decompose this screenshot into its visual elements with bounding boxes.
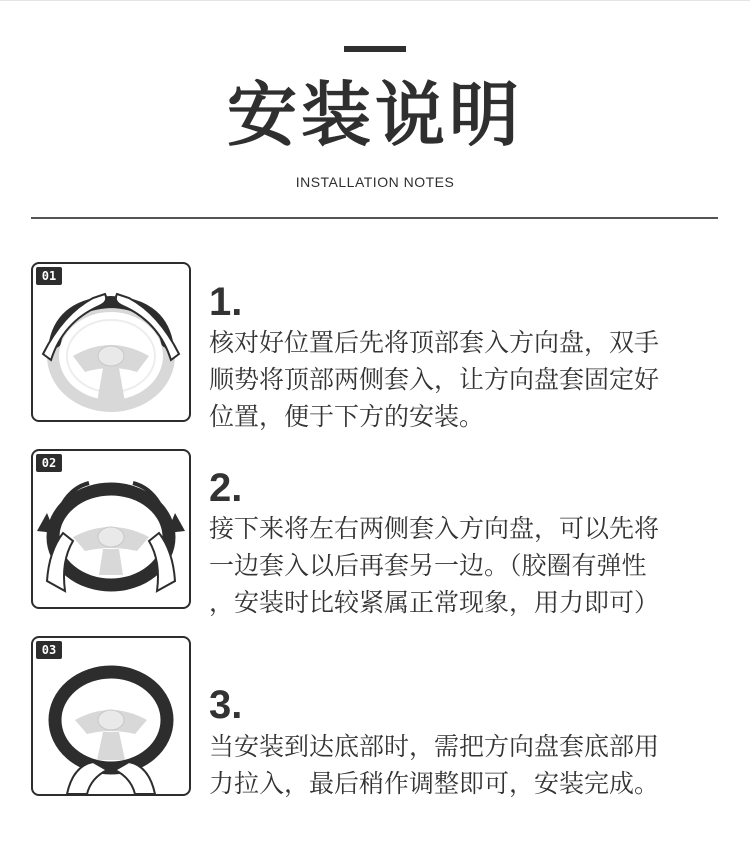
step-1-line-2: 顺势将顶部两侧套入，让方向盘套固定好 bbox=[209, 365, 660, 394]
step-3-line-2: 力拉入，最后稍作调整即可，安装完成。 bbox=[209, 769, 660, 798]
step-2-badge: 02 bbox=[36, 454, 62, 472]
step-1-line-3: 位置，便于下方的安装。 bbox=[209, 402, 485, 431]
step-1-text bbox=[209, 324, 729, 435]
step-3-badge: 03 bbox=[36, 641, 62, 659]
step-1-line-1: 核对好位置后先将顶部套入方向盘，双手 bbox=[209, 328, 660, 357]
step-2-line-1: 接下来将左右两侧套入方向盘，可以先将 bbox=[209, 514, 660, 543]
step-2-line-3: ，安装时比较紧属正常现象，用力即可） bbox=[209, 588, 660, 617]
step-1-number: 1. bbox=[209, 280, 243, 324]
step-1-illustration bbox=[31, 262, 191, 422]
page-title: 安装说明 bbox=[227, 74, 523, 156]
step-3-line-1: 当安装到达底部时，需把方向盘套底部用 bbox=[209, 732, 660, 761]
steering-wheel-icon bbox=[33, 451, 189, 607]
steering-wheel-icon bbox=[33, 264, 189, 420]
step-2-line-2: 一边套入以后再套另一边。（胶圈有弹性 bbox=[209, 551, 647, 580]
header-divider bbox=[31, 217, 718, 219]
title-dash bbox=[344, 46, 406, 52]
top-rule bbox=[0, 0, 750, 1]
step-1-badge: 01 bbox=[36, 267, 62, 285]
step-3-number: 3. bbox=[209, 683, 243, 727]
step-2-number: 2. bbox=[209, 466, 243, 510]
step-2-illustration bbox=[31, 449, 191, 609]
steering-wheel-icon bbox=[33, 638, 189, 794]
step-3-text bbox=[209, 728, 729, 802]
step-2-text bbox=[209, 510, 729, 621]
step-3-illustration bbox=[31, 636, 191, 796]
page-subtitle: INSTALLATION NOTES bbox=[295, 174, 455, 190]
